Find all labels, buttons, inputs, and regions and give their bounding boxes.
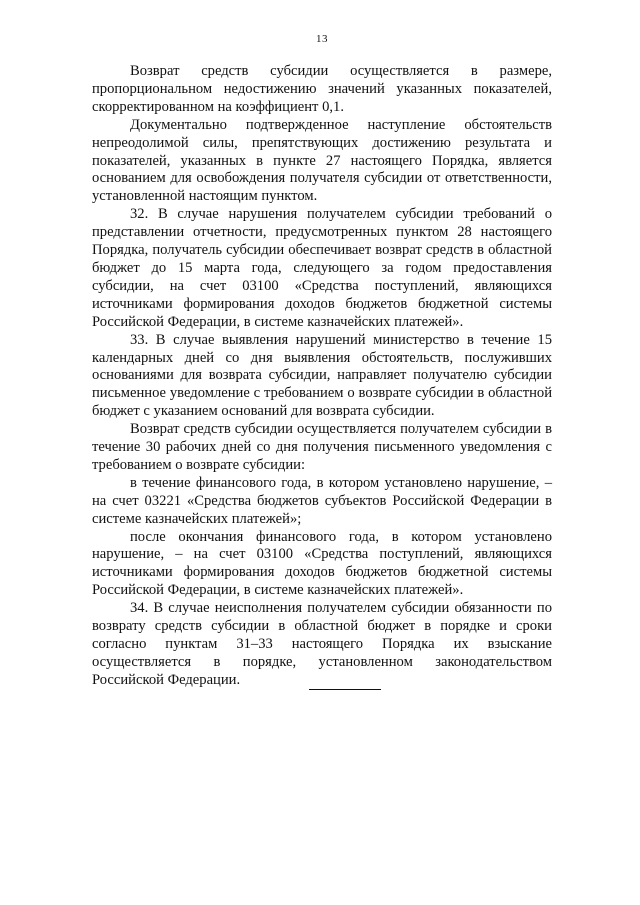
paragraph-force-majeure: Документально подтвержденное наступление обстоятельств непреодолимой силы, препятствующих достижению результата и показателей, указанных в пункте 27 настоящего Порядка, является основанием для освобождения получателя субсидии от ответственности, установленной настоящим пунктом.	[92, 116, 552, 205]
paragraph-return-deadline: Возврат средств субсидии осуществляется получателем субсидии в течение 30 рабочих дней со дня получения письменного уведомления с требованием о возврате субсидии:	[92, 421, 552, 473]
page-number: 13	[316, 33, 328, 45]
paragraph-item-33: 33. В случае выявления нарушений министерство в течение 15 календарных дней со дня выявления обстоятельств, послуживших основаниями для возврата субсидии, направляет получателю субсидии письменное уведомление с требованием о возврате субсидии в областной бюджет с указанием оснований для возврата субсидии.	[92, 331, 552, 420]
paragraph-after-year-account: после окончания финансового года, в котором установлено нарушение, – на счет 03100 «Средства поступлений, являющихся источниками формирования доходов бюджетов бюджетной системы Российской Федерации, в системе казначейских платежей».	[92, 528, 552, 599]
end-of-document-rule	[309, 689, 381, 690]
paragraph-subsidy-return-amount: Возврат средств субсидии осуществляется в размере, пропорциональном недостижению значений указанных показателей, скорректированном на коэффициент 0,1.	[92, 63, 552, 115]
paragraph-item-32: 32. В случае нарушения получателем субсидии требований о представлении отчетности, предусмотренных пунктом 28 настоящего Порядка, получатель субсидии обеспечивает возврат средств в областной бюджет до 15 марта года, следующего за годом предоставления субсидии, на счет 03100 «Средства поступлений, являющихся источниками формирования доходов бюджетов бюджетной системы Российской Федерации, в системе казначейских платежей».	[92, 206, 552, 330]
paragraph-current-year-account: в течение финансового года, в котором установлено нарушение, – на счет 03221 «Средства бюджетов субъектов Российской Федерации в системе казначейских платежей»;	[92, 474, 552, 527]
document-body	[92, 63, 552, 690]
paragraph-item-34: 34. В случае неисполнения получателем субсидии обязанности по возврату средств субсидии в областной бюджет в порядке и сроки согласно пунктам 31–33 настоящего Порядка их взыскание осуществляется в порядке, установленном законодательством Российской Федерации.	[92, 600, 552, 688]
document-page	[92, 0, 552, 905]
